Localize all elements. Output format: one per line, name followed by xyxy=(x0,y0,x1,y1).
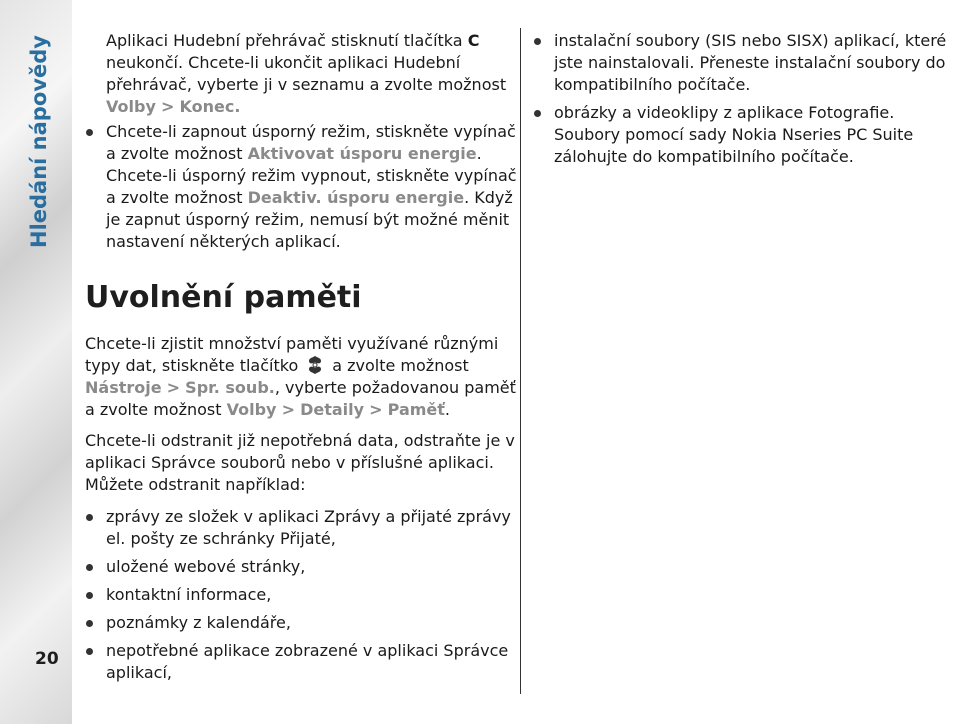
sidebar xyxy=(0,0,72,724)
bullet-list xyxy=(85,506,517,684)
bullet-list xyxy=(533,30,958,168)
text: neukončí. Chcete-li ukončit aplikaci Hudební přehrávač, vyberte ji v seznamu a zvolte možnost xyxy=(106,53,507,94)
menu-option: Nástroje xyxy=(85,378,162,397)
text: . xyxy=(234,97,241,116)
menu-option: Konec xyxy=(179,97,235,116)
text: Chcete-li zapnout úsporný režim, stiskněte vypínač a zvolte možnost xyxy=(106,122,516,163)
paragraph: Chcete-li odstranit již nepotřebná data, odstraňte je v aplikaci Správce souborů nebo v příslušné aplikaci. Můžete odstranit například: xyxy=(85,431,515,494)
text: . Chcete-li úsporný režim vypnout, stiskněte vypínač a zvolte možnost xyxy=(106,144,517,207)
paragraph xyxy=(85,333,517,421)
text: a zvolte možnost xyxy=(332,356,469,375)
list-item-continuation xyxy=(85,30,517,118)
list-item: nepotřebné aplikace zobrazené v aplikaci Správce aplikací, xyxy=(85,640,517,684)
menu-option: Volby xyxy=(106,97,156,116)
bullet-list xyxy=(85,121,517,253)
menu-separator: > xyxy=(160,97,175,116)
c-key-label: C xyxy=(467,31,480,50)
text: Chcete-li zjistit množství paměti využívané různými typy dat, stiskněte tlačítko xyxy=(85,334,499,375)
text: , vyberte požadovanou paměť a zvolte možnost xyxy=(85,378,516,419)
menu-option: Detaily xyxy=(300,400,365,419)
menu-option: Spr. soub. xyxy=(185,378,275,397)
list-item: zprávy ze složek v aplikaci Zprávy a přijaté zprávy el. pošty ze schránky Přijaté, xyxy=(85,506,517,550)
list-item: kontaktní informace, xyxy=(85,584,517,606)
list-item: uložené webové stránky, xyxy=(85,556,517,578)
section-heading: Uvolnění paměti xyxy=(85,280,362,315)
menu-option: Deaktiv. úsporu energie xyxy=(247,188,465,207)
page-number: 20 xyxy=(35,649,59,669)
menu-separator: > xyxy=(369,400,383,419)
text: . xyxy=(444,400,451,419)
section-title: Hledání nápovědy xyxy=(27,35,51,248)
menu-separator: > xyxy=(166,378,181,397)
menu-option: Aktivovat úsporu energie xyxy=(247,144,477,163)
menu-option: Volby xyxy=(226,400,277,419)
text: . Když je zapnut úsporný režim, nemusí být možné měnit nastavení některých aplikací. xyxy=(106,188,513,251)
list-item xyxy=(85,121,517,253)
list-item: obrázky a videoklipy z aplikace Fotografie. Soubory pomocí sady Nokia Nseries PC Suite zálohujte do kompatibilního počítače. xyxy=(533,102,958,168)
list-item: instalační soubory (SIS nebo SISX) aplikací, které jste nainstalovali. Přeneste instalační soubory do kompatibilního počítače. xyxy=(533,30,958,96)
column-divider xyxy=(520,28,521,694)
left-column xyxy=(85,30,517,684)
menu-option: Paměť xyxy=(387,400,445,419)
menu-key-icon xyxy=(305,355,325,375)
right-column xyxy=(533,30,958,168)
list-item: poznámky z kalendáře, xyxy=(85,612,517,634)
text: Aplikaci Hudební přehrávač stisknutí tlačítka xyxy=(106,31,463,50)
menu-separator: > xyxy=(281,400,295,419)
